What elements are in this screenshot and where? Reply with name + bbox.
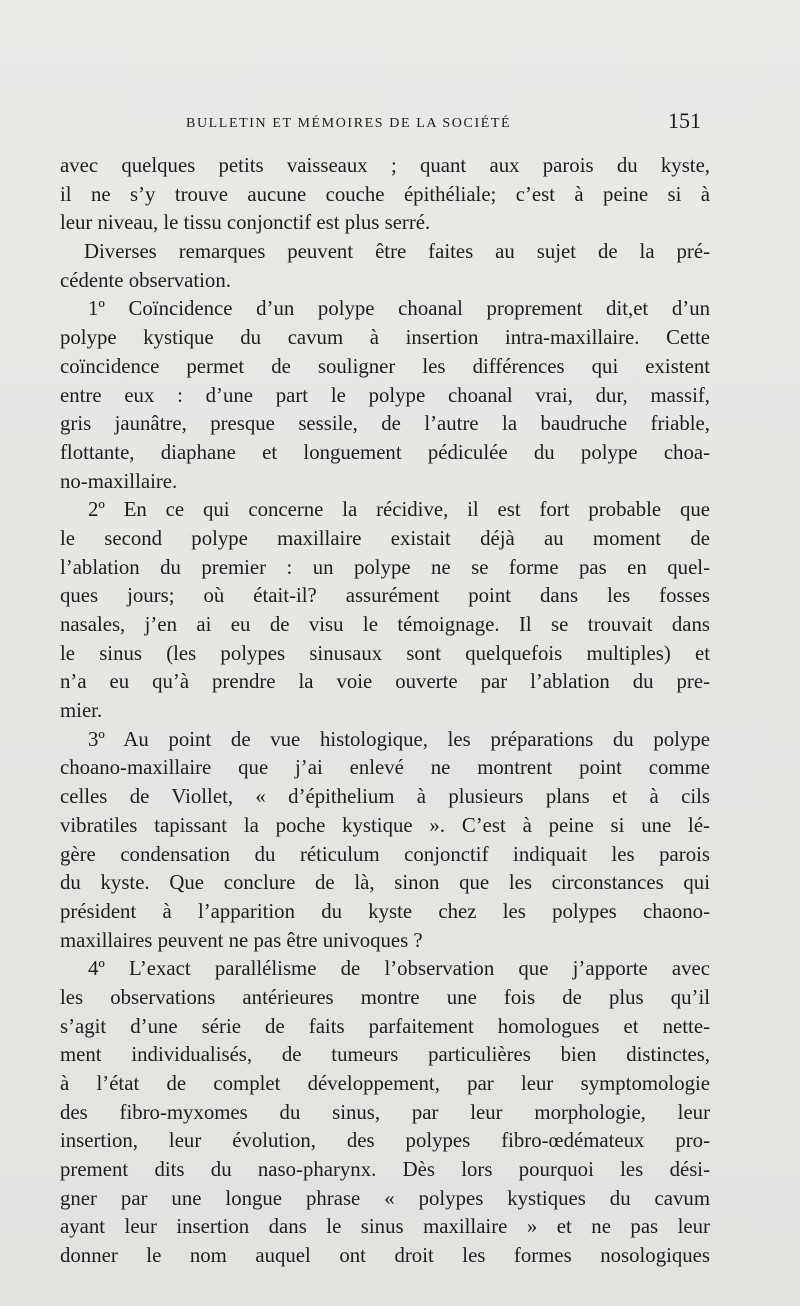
running-head: BULLETIN ET MÉMOIRES DE LA SOCIÉTÉ (186, 116, 512, 131)
text-line: nasales, j’en ai eu de visu le témoignage. Il se trouvait dans (60, 613, 710, 636)
text-line: flottante, diaphane et longuement pédiculée du polype choa- (60, 440, 710, 464)
text-line: président à l’apparition du kyste chez les polypes chaono- (60, 899, 710, 923)
text-line: n’a eu qu’à prendre la voie ouverte par l’ablation du pre- (60, 670, 710, 694)
text-line: s’agit d’une série de faits parfaitement homologues et nette- (60, 1014, 710, 1038)
text-line: leur niveau, le tissu conjonctif est plus serré. (60, 211, 431, 235)
text-line: les observations antérieures montre une fois de plus qu’il (60, 985, 710, 1009)
text-line: gris jaunâtre, presque sessile, de l’autre la baudruche friable, (60, 412, 710, 436)
text-line: gner par une longue phrase « polypes kystiques du cavum (60, 1186, 710, 1210)
text-line: insertion, leur évolution, des polypes fibro-œdémateux pro- (60, 1129, 710, 1153)
text-line: il ne s’y trouve aucune couche épithéliale; c’est à peine si à (60, 182, 710, 206)
page-number: 151 (668, 108, 701, 133)
text-line: polype kystique du cavum à insertion intra-maxillaire. Cette (60, 326, 710, 350)
text-line: gère condensation du réticulum conjonctif indiquait les parois (60, 842, 710, 866)
text-line: choano-maxillaire que j’ai enlevé ne montrent point comme (60, 756, 710, 780)
text-line: des fibro-myxomes du sinus, par leur morphologie, leur (60, 1100, 710, 1124)
text-line: maxillaires peuvent ne pas être univoques ? (60, 928, 423, 952)
text-line: 4º L’exact parallélisme de l’observation que j’apporte avec (88, 957, 710, 981)
text-line: 2º En ce qui concerne la récidive, il est fort probable que (88, 498, 710, 522)
text-line: celles de Viollet, « d’épithelium à plusieurs plans et à cils (60, 785, 710, 809)
text-line: avec quelques petits vaisseaux ; quant aux parois du kyste, (60, 154, 710, 177)
text-line: cédente observation. (60, 268, 231, 292)
text-line: ayant leur insertion dans le sinus maxillaire » et ne pas leur (60, 1215, 710, 1239)
text-line: le sinus (les polypes sinusaux sont quelquefois multiples) et (60, 641, 710, 665)
text-line: no-maxillaire. (60, 469, 178, 493)
text-line: vibratiles tapissant la poche kystique ». C’est à peine si une lé- (60, 813, 710, 837)
text-line: le second polype maxillaire existait déjà au moment de (60, 526, 710, 550)
body-text (60, 152, 710, 1271)
text-line: 3º Au point de vue histologique, les préparations du polype (88, 727, 710, 751)
text-line: à l’état de complet développement, par leur symptomologie (60, 1072, 710, 1095)
text-line: l’ablation du premier : un polype ne se forme pas en quel- (60, 555, 710, 579)
text-line: coïncidence permet de souligner les différences qui existent (60, 354, 710, 378)
text-line: entre eux : d’une part le polype choanal vrai, dur, massif, (60, 383, 710, 407)
text-line: mier. (60, 699, 103, 723)
text-line: Diverses remarques peuvent être faites au sujet de la pré- (84, 240, 710, 264)
text-line: prement dits du naso-pharynx. Dès lors pourquoi les dési- (60, 1158, 710, 1182)
text-line: du kyste. Que conclure de là, sinon que les circonstances qui (60, 871, 710, 895)
text-line: ques jours; où était-il? assurément point dans les fosses (60, 584, 710, 608)
text-line: ment individualisés, de tumeurs particulières bien distinctes, (60, 1043, 710, 1067)
text-line: 1º Coïncidence d’un polype choanal proprement dit,et d’un (88, 297, 710, 321)
text-line: donner le nom auquel ont droit les formes nosologiques (60, 1244, 710, 1268)
